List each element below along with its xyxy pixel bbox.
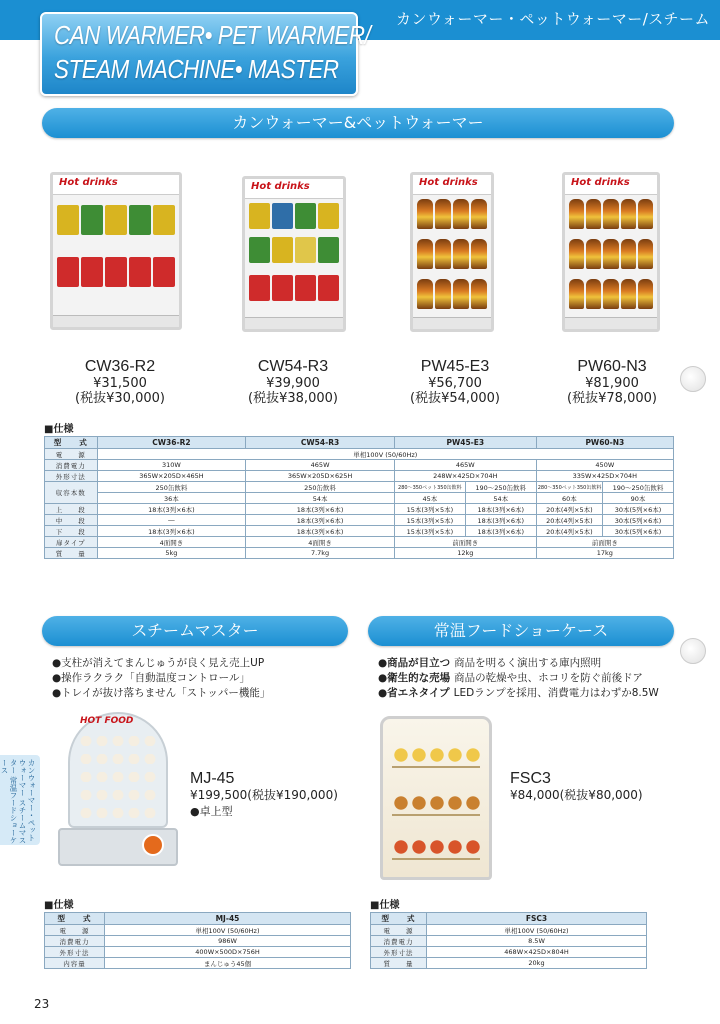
- catalog-title-box: [40, 12, 371, 96]
- table-row: 外形寸法 365W×205D×465H 365W×205D×625H 248W×425D×704H 335W×425D×704H: [45, 471, 674, 482]
- spec-heading: ■仕様: [44, 900, 74, 911]
- product-cw36: [50, 358, 190, 406]
- page-number: 23: [34, 997, 50, 1011]
- table-row: 外形寸法 400W×500D×756H: [45, 947, 351, 958]
- model-price-ex-tax: (税抜¥38,000): [248, 391, 338, 406]
- table-row: 内容量 まんじゅう45個: [45, 958, 351, 969]
- binder-hole-icon: [680, 366, 706, 392]
- product-image-pw45: [410, 172, 494, 332]
- table-row: 電 源 単相100V (50/60Hz): [371, 925, 647, 936]
- spec-table-mj45: [44, 912, 351, 969]
- model-price-ex-tax: (税抜¥30,000): [75, 391, 165, 406]
- product-image-pw60: [562, 172, 660, 332]
- table-row: 外形寸法 468W×425D×804H: [371, 947, 647, 958]
- feature-list-showcase: [378, 656, 659, 701]
- table-row: 電 源 単相100V (50/60Hz): [45, 449, 674, 460]
- table-row: 中 段 ― 18本(3列×6本) 15本(3列×5本) 18本(3列×6本) 20本(4列×5本) 30本(5列×6本): [45, 515, 674, 526]
- model-name: FSC3: [510, 770, 551, 787]
- table-row: 消費電力 8.5W: [371, 936, 647, 947]
- spec-heading: ■仕様: [44, 424, 74, 435]
- model-price: ¥199,500: [190, 788, 248, 802]
- catalog-title-line2: STEAM MACHINE• MASTER: [54, 54, 339, 84]
- table-row: 消費電力 986W: [45, 936, 351, 947]
- table-row: 下 段 18本(3列×6本) 18本(3列×6本) 15本(3列×5本) 18本(3列×6本) 20本(4列×5本) 30本(5列×6本): [45, 526, 674, 537]
- list-item: ●商品が目立つ 商品を明るく演出する庫内照明: [378, 657, 602, 669]
- list-item: ●衛生的な売場 商品の乾燥や虫、ホコリを防ぐ前後ドア: [378, 672, 643, 684]
- table-row: 36本 54本 45本 54本 60本 90本: [45, 493, 674, 504]
- spec-table-warmers: [44, 436, 674, 559]
- feature-list-steam: [52, 656, 270, 701]
- list-item: ●支柱が消えてまんじゅうが良く見え売上UP: [52, 657, 265, 669]
- table-row: 型 式 FSC3: [371, 913, 647, 925]
- product-fsc3: [510, 770, 643, 803]
- category-title: カンウォーマー・ペットウォーマー/スチーム: [395, 10, 710, 28]
- model-price-ex-tax: (税抜¥190,000): [247, 788, 338, 802]
- table-row: 収容本数 250缶飲料 250缶飲料 280～350ペット350缶飲料 190～250缶飲料 280～350ペット350缶飲料 190～250缶飲料: [45, 482, 674, 493]
- product-mj45: [190, 770, 338, 819]
- table-row: 型 式 CW36-R2 CW54-R3 PW45-E3 PW60-N3: [45, 437, 674, 449]
- table-row: 型 式 MJ-45: [45, 913, 351, 925]
- model-price: ¥81,900: [585, 376, 639, 391]
- model-price-ex-tax: (税抜¥54,000): [410, 391, 500, 406]
- side-index-tab[interactable]: [0, 755, 40, 845]
- product-pw60: [542, 358, 682, 406]
- steamer-label: HOT FOOD: [80, 716, 134, 726]
- product-image-cw54: [242, 176, 346, 332]
- spec-heading: ■仕様: [370, 900, 400, 911]
- section-title-food-showcase: 常温フードショーケース: [368, 616, 674, 646]
- binder-hole-icon: [680, 638, 706, 664]
- catalog-title-line1: CAN WARMER• PET WARMER/: [54, 20, 371, 50]
- model-price-ex-tax: (税抜¥80,000): [559, 788, 643, 802]
- model-name: MJ-45: [190, 770, 235, 787]
- side-index-label: カンウォーマー・ペットウォーマー スチームマスター 常温フードショーケース: [0, 759, 36, 844]
- list-item: ●操作ラクラク「自動温度コントロール」: [52, 672, 250, 684]
- table-row: 上 段 18本(3列×6本) 18本(3列×6本) 15本(3列×5本) 18本(3列×6本) 20本(4列×5本) 30本(5列×6本): [45, 504, 674, 515]
- model-name: PW45-E3: [420, 358, 490, 375]
- product-image-fsc3: [380, 716, 492, 880]
- list-item: ●トレイが抜け落ちません「ストッパー機能」: [52, 687, 271, 699]
- model-price: ¥31,500: [93, 376, 147, 391]
- list-item: ●省エネタイプ LEDランプを採用、消費電力はわずか8.5W: [378, 687, 659, 699]
- product-cw54: [223, 358, 363, 406]
- cabinet-label: Hot drinks: [571, 177, 630, 188]
- model-name: CW54-R3: [257, 358, 329, 375]
- spec-table-fsc3: [370, 912, 647, 969]
- model-price: ¥39,900: [266, 376, 320, 391]
- model-price: ¥84,000: [510, 788, 560, 802]
- model-name: PW60-N3: [577, 358, 647, 375]
- product-pw45: [385, 358, 525, 406]
- product-image-mj45: [58, 712, 178, 868]
- product-image-cw36: [50, 172, 182, 330]
- table-row: 質 量 20kg: [371, 958, 647, 969]
- table-row: 消費電力 310W 465W 465W 450W: [45, 460, 674, 471]
- model-price-ex-tax: (税抜¥78,000): [567, 391, 657, 406]
- cabinet-label: Hot drinks: [251, 181, 310, 192]
- model-name: CW36-R2: [84, 358, 156, 375]
- table-row: 扉タイプ 4面開き 4面開き 前面開き 前面開き: [45, 537, 674, 548]
- cabinet-label: Hot drinks: [419, 177, 478, 188]
- table-row: 電 源 単相100V (50/60Hz): [45, 925, 351, 936]
- model-price: ¥56,700: [428, 376, 482, 391]
- table-row: 質 量 5kg 7.7kg 12kg 17kg: [45, 548, 674, 559]
- cabinet-label: Hot drinks: [59, 177, 118, 188]
- section-title-warmers: カンウォーマー&ペットウォーマー: [42, 108, 674, 138]
- section-title-steam-master: スチームマスター: [42, 616, 348, 646]
- model-note: ●卓上型: [190, 805, 233, 818]
